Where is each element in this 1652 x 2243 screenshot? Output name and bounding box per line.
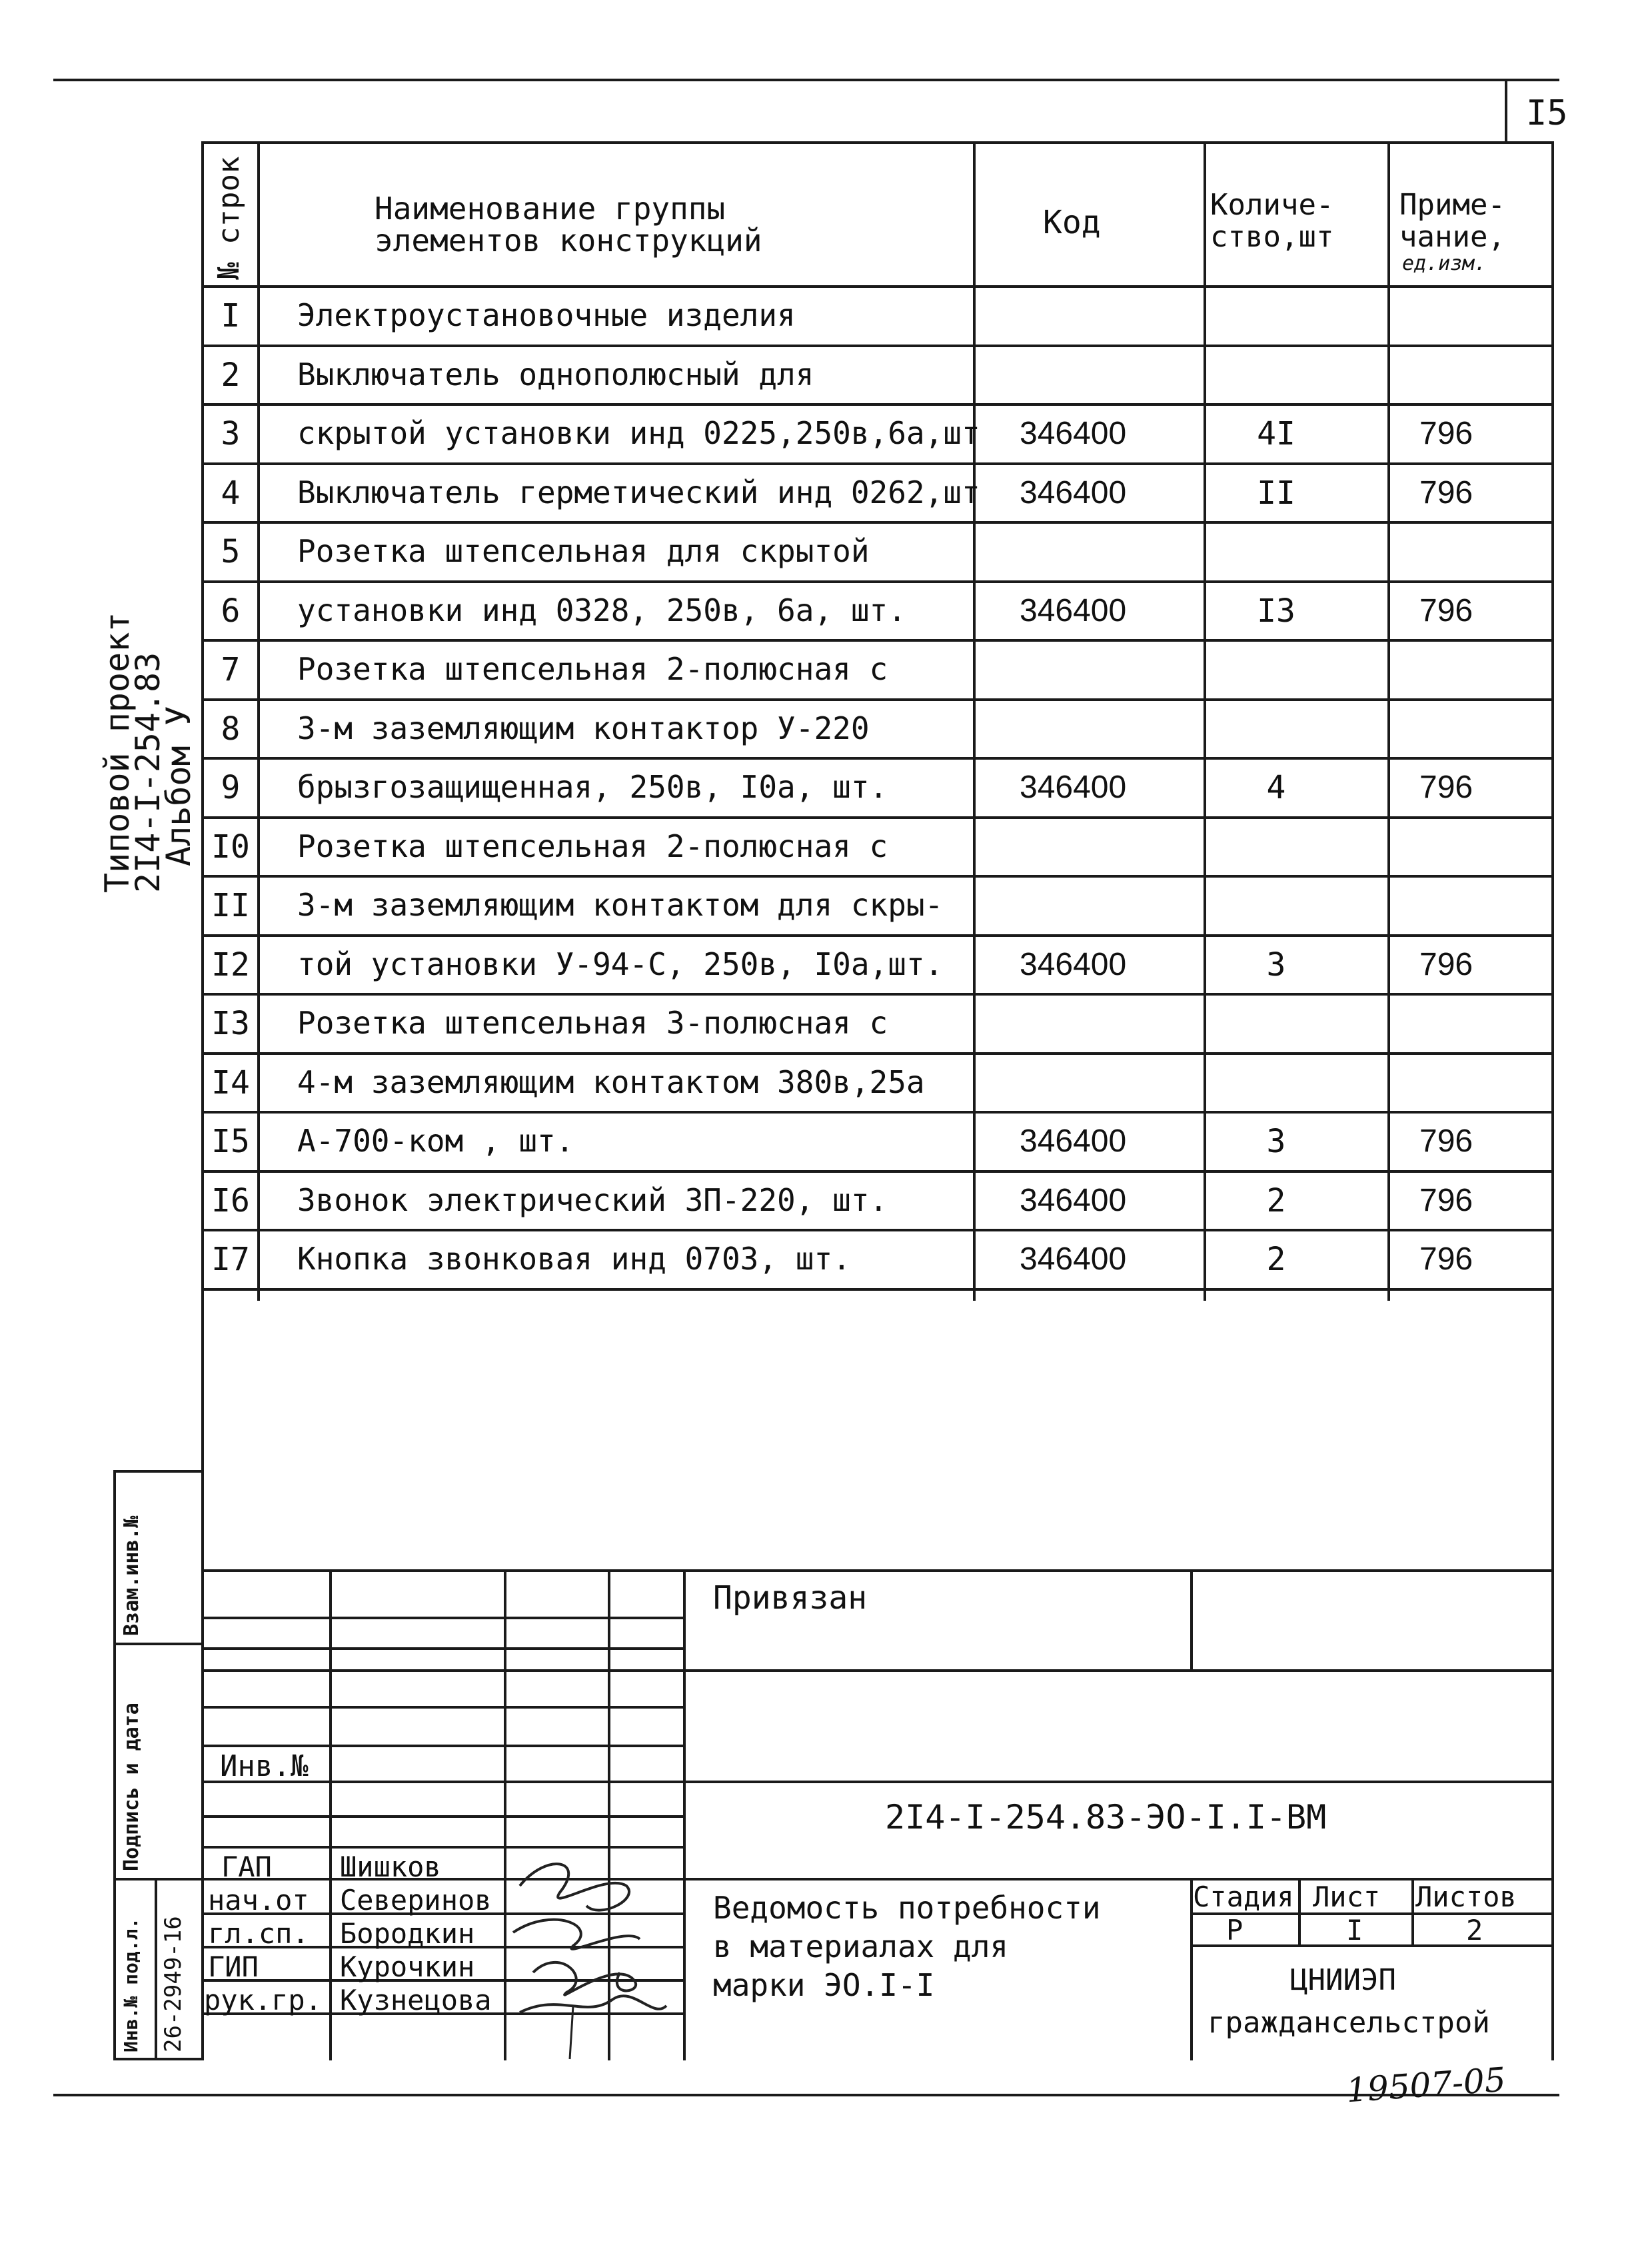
side-box-div2 <box>113 1878 204 1880</box>
row-name: скрытой установки инд 0225,250в,6а,шт <box>297 415 980 451</box>
row-code: 346400 <box>1020 416 1127 451</box>
role-name-1: Северинов <box>340 1884 492 1916</box>
sheets-value: 2 <box>1466 1914 1483 1946</box>
tb-row-e <box>201 1745 683 1747</box>
stage-label: Стадия <box>1193 1880 1294 1913</box>
title-line1: Ведомость потребности <box>713 1890 1101 1926</box>
row-separator <box>201 1229 1554 1231</box>
row-number: 9 <box>221 769 241 806</box>
row-number: I0 <box>211 828 250 866</box>
row-separator <box>201 698 1554 701</box>
row-separator <box>201 639 1554 642</box>
doc-code: 2I4-I-254.83-ЭО-I.I-ВМ <box>885 1798 1327 1837</box>
row-number: 4 <box>221 474 241 512</box>
inv-number: 26-2949-16 <box>160 1916 187 2052</box>
row-separator <box>201 757 1554 760</box>
row-name: Звонок электрический ЗП-220, шт. <box>297 1181 888 1218</box>
row-code: 346400 <box>1020 770 1127 805</box>
header-note-line1: Приме- <box>1399 188 1505 222</box>
tb-col4 <box>683 1569 686 2060</box>
row-number: I5 <box>211 1123 250 1160</box>
row-note: 796 <box>1419 946 1473 982</box>
col-code-right <box>1204 141 1206 1301</box>
row-qty: II <box>1257 474 1295 512</box>
col-num-right <box>257 141 260 1301</box>
side-box-left <box>113 1470 116 2058</box>
row-number: 7 <box>221 651 241 688</box>
row-separator <box>201 1052 1554 1055</box>
podpis-label: Подпись и дата <box>120 1703 143 1871</box>
header-bottom <box>201 285 1554 288</box>
col-name-right <box>973 141 976 1301</box>
row-name: Выключатель однополюсный для <box>297 356 814 392</box>
table-right <box>1551 141 1554 2060</box>
row-name: Розетка штепсельная для скрытой <box>297 533 870 569</box>
role-3: ГИП <box>208 1950 259 1983</box>
row-note: 796 <box>1419 1182 1473 1218</box>
row-number: I3 <box>211 1005 250 1042</box>
role-name-2: Бородкин <box>340 1917 475 1950</box>
title-block-top <box>201 1569 1554 1572</box>
title-line3: марки ЭО.I-I <box>713 1967 935 2003</box>
row-number: I <box>221 297 241 335</box>
row-qty: I3 <box>1257 592 1295 630</box>
row-separator <box>201 521 1554 524</box>
row-number: I2 <box>211 946 250 984</box>
vzam-label: Взам.инв.№ <box>120 1515 143 1636</box>
role-name-0: Шишков <box>340 1851 441 1883</box>
header-name-line1: Наименование группы <box>375 191 726 227</box>
header-name-line2: элементов конструкций <box>375 223 762 259</box>
side-box-div1 <box>113 1643 204 1645</box>
row-qty: 3 <box>1266 946 1286 984</box>
tb-stage-div1 <box>1298 1878 1301 1944</box>
role-4: рук.гр. <box>204 1984 323 2016</box>
signatures-drawing <box>506 1846 680 2066</box>
project-label-1: Типовой проект <box>98 612 137 893</box>
org-line1: ЦНИИЭП <box>1290 1963 1396 1997</box>
row-number: 2 <box>221 356 241 394</box>
row-code: 346400 <box>1020 1182 1127 1218</box>
frame-bottom-line <box>53 2094 1559 2096</box>
role-name-4: Кузнецова <box>340 1984 492 2016</box>
row-qty: 2 <box>1266 1241 1286 1278</box>
row-separator <box>201 580 1554 583</box>
role-1: нач.от <box>208 1884 309 1916</box>
row-separator <box>201 462 1554 465</box>
row-note: 796 <box>1419 770 1473 805</box>
row-number: 6 <box>221 592 241 630</box>
row-name: Розетка штепсельная 2-полюсная с <box>297 828 888 864</box>
side-box-bottom <box>113 2058 204 2060</box>
row-number: 5 <box>221 533 241 570</box>
header-qty-line1: Количе- <box>1210 188 1334 222</box>
row-separator <box>201 816 1554 819</box>
tb-row-d <box>201 1706 683 1709</box>
tb-row-c <box>201 1669 1554 1672</box>
role-2: гл.сп. <box>208 1917 309 1950</box>
row-note: 796 <box>1419 474 1473 510</box>
title-line2: в материалах для <box>713 1928 1009 1964</box>
row-code: 346400 <box>1020 1123 1127 1159</box>
row-name: Кнопка звонковая инд 0703, шт. <box>297 1241 851 1277</box>
row-name: Розетка штепсельная 2-полюсная с <box>297 651 888 687</box>
row-separator <box>201 993 1554 996</box>
side-box-top <box>113 1470 204 1473</box>
row-number: II <box>211 887 250 924</box>
row-name: Электроустановочные изделия <box>297 297 796 333</box>
header-code: Код <box>1043 204 1101 241</box>
row-qty: 2 <box>1266 1181 1286 1219</box>
row-separator <box>201 875 1554 878</box>
page-number-box-left <box>1505 79 1507 143</box>
tb-row-b <box>201 1647 683 1650</box>
row-code: 346400 <box>1020 946 1127 982</box>
row-separator <box>201 1170 1554 1173</box>
row-name: Выключатель герметический инд 0262,шт <box>297 474 980 510</box>
frame-top-line <box>53 79 1559 81</box>
table-top <box>201 141 1554 144</box>
row-separator <box>201 345 1554 347</box>
row-note: 796 <box>1419 416 1473 451</box>
row-number: I6 <box>211 1181 250 1219</box>
project-label-2: 2I4-I-254.83 <box>129 652 167 893</box>
row-code: 346400 <box>1020 474 1127 510</box>
tb-stage-row2 <box>1190 1944 1554 1947</box>
row-qty: 4I <box>1257 415 1295 452</box>
row-code: 346400 <box>1020 592 1127 628</box>
row-number: I7 <box>211 1241 250 1278</box>
sheets-label: Листов <box>1415 1880 1517 1913</box>
page-number: I5 <box>1526 93 1568 133</box>
sheet-label: Лист <box>1313 1880 1381 1913</box>
header-qty-line2: ство,шт <box>1210 220 1334 254</box>
tb-row-f <box>201 1781 1554 1783</box>
side-box-mid <box>155 1878 157 2058</box>
role-0: ГАП <box>221 1851 272 1883</box>
sheet-value: I <box>1346 1914 1363 1946</box>
row-name: 3-м заземляющим контактом для скры- <box>297 887 944 923</box>
privyazan-label: Привязан <box>713 1579 868 1617</box>
inv-no-label: Инв.№ <box>220 1749 309 1783</box>
row-qty: 3 <box>1266 1123 1286 1160</box>
row-name: той установки У-94-С, 250в, I0а,шт. <box>297 946 944 982</box>
row-separator <box>201 1111 1554 1114</box>
header-note-line3: ед.изм. <box>1402 252 1487 275</box>
row-name: 4-м заземляющим контактом 380в,25а <box>297 1064 925 1100</box>
tb-row-g <box>201 1815 683 1818</box>
row-note: 796 <box>1419 592 1473 628</box>
row-separator <box>201 934 1554 937</box>
row-name: установки инд 0328, 250в, 6а, шт. <box>297 592 906 628</box>
row-number: 3 <box>221 415 241 452</box>
org-line2: граждансельстрой <box>1208 2006 1490 2040</box>
row-note: 796 <box>1419 1241 1473 1277</box>
row-name: брызгозащищенная, 250в, I0а, шт. <box>297 769 888 805</box>
row-separator <box>201 403 1554 406</box>
header-row-no: № строк <box>212 156 246 280</box>
tb-stage-div2 <box>1411 1878 1414 1944</box>
row-name: А-700-ком , шт. <box>297 1123 574 1159</box>
row-number: I4 <box>211 1064 250 1102</box>
tb-row-a <box>201 1617 683 1619</box>
row-note: 796 <box>1419 1123 1473 1159</box>
role-name-3: Курочкин <box>340 1950 475 1983</box>
tb-col-privyazan <box>1190 1569 1193 1669</box>
row-code: 346400 <box>1020 1241 1127 1277</box>
inv-pod-label: Инв.№ под.л. <box>120 1917 142 2052</box>
row-number: 8 <box>221 710 241 748</box>
row-separator <box>201 1288 1554 1291</box>
row-name: Розетка штепсельная 3-полюсная с <box>297 1005 888 1041</box>
project-label-3: Альбом У <box>159 706 198 866</box>
stage-value: Р <box>1226 1914 1243 1946</box>
handwritten-number: 19507-05 <box>1345 2060 1507 2110</box>
col-qty-right <box>1387 141 1390 1301</box>
row-qty: 4 <box>1266 769 1286 806</box>
header-note-line2: чание, <box>1399 220 1505 254</box>
row-name: 3-м заземляющим контактор У-220 <box>297 710 870 746</box>
